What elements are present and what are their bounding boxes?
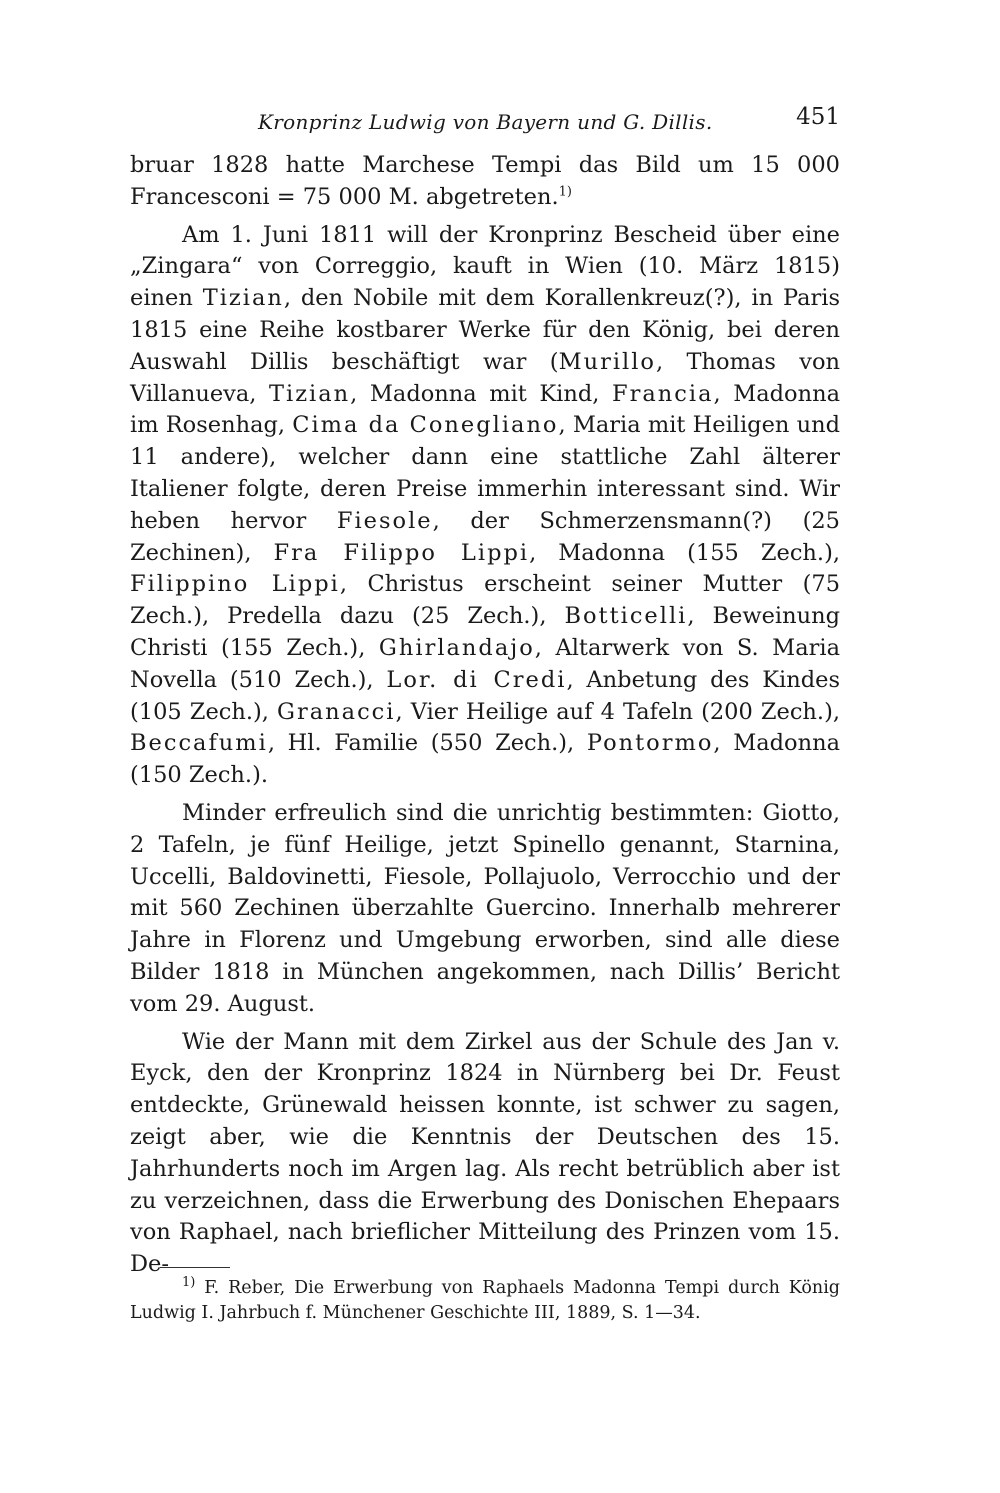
paragraph-1: bruar 1828 hatte Marchese Tempi das Bild um 15 000 Francesconi = 75 000 M. abgetreten.$^{1)}$ bbox=[130, 152, 840, 210]
artist-name: Fiesole bbox=[336, 507, 433, 534]
artist-name: Filippino Lippi bbox=[130, 571, 340, 598]
artist-name: Tizian bbox=[269, 380, 351, 407]
page-number: 451 bbox=[796, 104, 840, 130]
footnote-text: F. Reber, Die Erwerbung von Raphaels Madonna Tempi durch König Ludwig I. Jahrbuch f. Münchener Geschichte III, 1889, S. 1—34. bbox=[130, 1278, 840, 1323]
artist-name: Fra Filippo Lippi bbox=[273, 539, 530, 566]
artist-name: Granacci bbox=[277, 698, 396, 725]
paragraph-2: Am 1. Juni 1811 will der Kronprinz Bescheid über eine „Zingara“ von Correggio, kauft in Wien (10. März 1815) einen Tizian, den Nobile mit dem Korallenkreuz(?), in Paris 1815 eine Reihe kostbarer Werke für den König, bei deren Auswahl Dillis beschäftigt war (Murillo, Thomas von Villanueva, Tizian, Madonna mit Kind, Francia, Madonna im Rosenhag, Cima da Conegliano, Maria mit Heiligen und 11 andere), welcher dann eine stattliche Zahl älterer Italiener folgte, deren Preise immerhin interessant sind. Wir heben hervor Fiesole, der Schmerzensmann(?) (25 Zechinen), Fra Filippo Lippi, Madonna (155 Zech.), Filippino Lippi, Christus erscheint seiner Mutter (75 Zech.), Predella dazu (25 Zech.), Botticelli, Beweinung Christi (155 Zech.), Ghirlandajo, Altarwerk von S. Maria Novella (510 Zech.), Lor. di Credi, Anbetung des Kindes (105 Zech.), Granacci, Vier Heilige auf 4 Tafeln (200 Zech.), Beccafumi, Hl. Familie (550 Zech.), Pontormo, Madonna (150 Zech.). bbox=[130, 221, 841, 789]
artist-name: Beccafumi bbox=[130, 730, 268, 757]
artist-name: Murillo bbox=[558, 348, 656, 375]
artist-name: Lor. di Credi bbox=[386, 666, 567, 693]
footnote-marker: 1) bbox=[182, 1275, 196, 1291]
footnote-divider bbox=[160, 1267, 230, 1268]
artist-name: Pontormo bbox=[586, 730, 714, 757]
footnote-reference: 1) bbox=[558, 184, 572, 200]
artist-name: Ghirlandajo bbox=[378, 634, 535, 661]
body-text bbox=[130, 150, 840, 1281]
page-header bbox=[130, 104, 840, 140]
running-title: Kronprinz Ludwig von Bayern und G. Dillis. bbox=[258, 110, 713, 134]
artist-name: Francia bbox=[612, 380, 714, 407]
artist-name: Cima da Conegliano bbox=[292, 412, 559, 439]
paragraph-3: Minder erfreulich sind die unrichtig bestimmten: Giotto, 2 Tafeln, je fünf Heilige, jetzt Spinello genannt, Starnina, Uccelli, Baldovinetti, Fiesole, Pollajuolo, Verrocchio und der mit 560 Zechinen überzahlte Guercino. Innerhalb mehrerer Jahre in Florenz und Umgebung erworben, sind alle diese Bilder 1818 in München angekommen, nach Dillis’ Bericht vom 29. August. bbox=[130, 799, 840, 1017]
artist-name: Botticelli bbox=[564, 603, 688, 630]
artist-name: Tizian bbox=[202, 285, 284, 312]
paragraph-4: Wie der Mann mit dem Zirkel aus der Schule des Jan v. Eyck, den der Kronprinz 1824 in Nürnberg bei Dr. Feust entdeckte, Grünewald heissen konnte, ist schwer zu sagen, zeigt aber, wie die Kenntnis der Deutschen des 15. Jahrhunderts noch im Argen lag. Als recht betrüblich aber ist zu verzeichnen, dass die Erwerbung des Donischen Ehepaars von Raphael, nach brieflicher Mitteilung des Prinzen vom 15. De- bbox=[130, 1028, 840, 1278]
footnote bbox=[130, 1276, 840, 1326]
